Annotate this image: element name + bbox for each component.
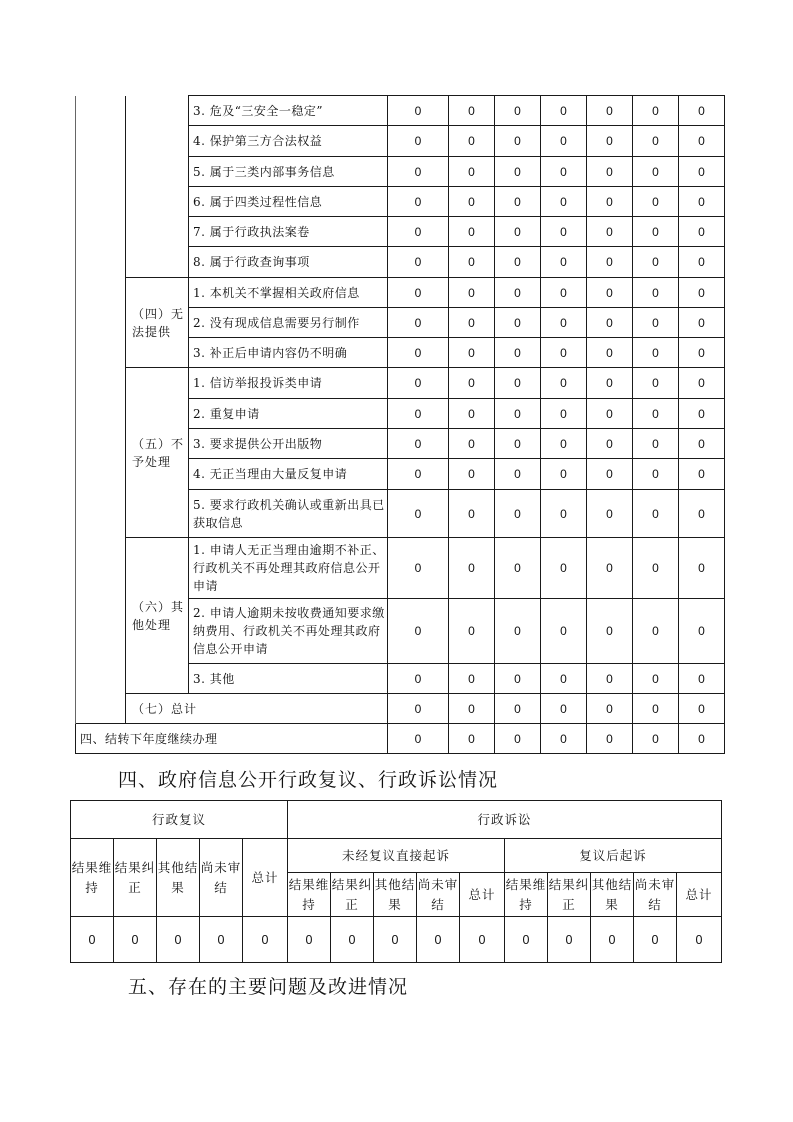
count-cell: 0 [495,429,541,459]
count-cell: 0 [495,126,541,157]
after-review-value: 0 [548,917,591,963]
review-value: 0 [200,917,243,963]
count-cell: 0 [449,490,495,538]
count-cell: 0 [495,664,541,694]
count-cell: 0 [495,96,541,126]
count-cell: 0 [679,599,725,664]
count-cell: 0 [633,459,679,490]
count-cell: 0 [679,429,725,459]
count-cell: 0 [449,399,495,429]
count-cell: 0 [541,724,587,754]
count-cell: 0 [388,490,449,538]
count-cell: 0 [587,599,633,664]
count-cell: 0 [388,126,449,157]
count-cell: 0 [388,157,449,187]
after-col-other: 其他结果 [591,873,634,917]
direct-value: 0 [417,917,460,963]
count-cell: 0 [633,694,679,724]
count-cell: 0 [541,599,587,664]
direct-col-other: 其他结果 [374,873,417,917]
count-cell: 0 [495,724,541,754]
count-cell: 0 [679,157,725,187]
table-row [76,278,725,308]
count-cell: 0 [633,157,679,187]
count-cell: 0 [633,664,679,694]
count-cell: 0 [587,459,633,490]
count-cell: 0 [388,338,449,368]
count-cell: 0 [633,399,679,429]
total-label: （七）总计 [126,694,388,724]
count-cell: 0 [495,459,541,490]
count-cell: 0 [495,338,541,368]
count-cell: 0 [449,308,495,338]
count-cell: 0 [679,664,725,694]
row-label: 3. 补正后申请内容仍不明确 [189,338,388,368]
count-cell: 0 [449,599,495,664]
review-value: 0 [157,917,200,963]
review-col-maintain: 结果维持 [71,839,114,917]
direct-suit-header: 未经复议直接起诉 [288,839,505,873]
row-label: 7. 属于行政执法案卷 [189,217,388,247]
table-row [76,724,725,754]
count-cell: 0 [679,126,725,157]
count-cell: 0 [679,308,725,338]
count-cell: 0 [541,490,587,538]
after-review-value: 0 [634,917,677,963]
count-cell: 0 [541,96,587,126]
count-cell: 0 [587,368,633,399]
count-cell: 0 [633,96,679,126]
count-cell: 0 [495,399,541,429]
count-cell: 0 [541,247,587,278]
count-cell: 0 [679,399,725,429]
count-cell: 0 [449,187,495,217]
after-col-total: 总计 [677,873,722,917]
count-cell: 0 [587,187,633,217]
count-cell: 0 [495,368,541,399]
table-row [76,694,725,724]
review-value: 0 [71,917,114,963]
count-cell: 0 [449,724,495,754]
count-cell: 0 [679,187,725,217]
count-cell: 0 [541,538,587,599]
group-label-continued [126,96,189,278]
count-cell: 0 [449,338,495,368]
count-cell: 0 [587,96,633,126]
outer-category-cell [76,96,126,724]
review-value: 0 [114,917,157,963]
count-cell: 0 [495,217,541,247]
after-review-value: 0 [505,917,548,963]
row-label: 2. 申请人逾期未按收费通知要求缴纳费用、行政机关不再处理其政府信息公开申请 [189,599,388,664]
after-review-suit-header: 复议后起诉 [505,839,722,873]
group-label: （四）无法提供 [126,278,189,368]
count-cell: 0 [541,187,587,217]
count-cell: 0 [633,247,679,278]
table-row [76,96,725,126]
count-cell: 0 [679,217,725,247]
count-cell: 0 [679,724,725,754]
count-cell: 0 [495,599,541,664]
count-cell: 0 [495,157,541,187]
count-cell: 0 [495,187,541,217]
count-cell: 0 [388,308,449,338]
count-cell: 0 [587,247,633,278]
row-label: 2. 没有现成信息需要另行制作 [189,308,388,338]
count-cell: 0 [388,724,449,754]
count-cell: 0 [388,96,449,126]
after-col-corrected: 结果纠正 [548,873,591,917]
count-cell: 0 [388,217,449,247]
count-cell: 0 [541,429,587,459]
count-cell: 0 [388,368,449,399]
count-cell: 0 [541,694,587,724]
count-cell: 0 [449,278,495,308]
count-cell: 0 [449,694,495,724]
count-cell: 0 [541,217,587,247]
count-cell: 0 [633,429,679,459]
review-col-corrected: 结果纠正 [114,839,157,917]
count-cell: 0 [495,247,541,278]
row-label: 3. 要求提供公开出版物 [189,429,388,459]
table-row [76,538,725,599]
review-col-total: 总计 [243,839,288,917]
count-cell: 0 [633,338,679,368]
count-cell: 0 [449,247,495,278]
count-cell: 0 [388,459,449,490]
count-cell: 0 [495,308,541,338]
count-cell: 0 [449,96,495,126]
count-cell: 0 [541,278,587,308]
count-cell: 0 [495,694,541,724]
row-label: 3. 其他 [189,664,388,694]
count-cell: 0 [633,538,679,599]
count-cell: 0 [541,308,587,338]
count-cell: 0 [541,459,587,490]
row-label: 5. 要求行政机关确认或重新出具已获取信息 [189,490,388,538]
count-cell: 0 [679,368,725,399]
count-cell: 0 [587,338,633,368]
after-review-value: 0 [591,917,634,963]
count-cell: 0 [388,187,449,217]
direct-col-maintain: 结果维持 [288,873,331,917]
direct-value: 0 [288,917,331,963]
review-col-pending: 尚未审结 [200,839,243,917]
count-cell: 0 [449,429,495,459]
count-cell: 0 [449,538,495,599]
count-cell: 0 [449,217,495,247]
count-cell: 0 [449,459,495,490]
count-cell: 0 [388,538,449,599]
application-handling-table [75,95,725,754]
count-cell: 0 [679,694,725,724]
count-cell: 0 [587,217,633,247]
count-cell: 0 [633,724,679,754]
count-cell: 0 [587,308,633,338]
count-cell: 0 [587,664,633,694]
count-cell: 0 [388,429,449,459]
row-label: 4. 保护第三方合法权益 [189,126,388,157]
direct-value: 0 [374,917,417,963]
after-col-pending: 尚未审结 [634,873,677,917]
count-cell: 0 [587,399,633,429]
count-cell: 0 [449,157,495,187]
count-cell: 0 [541,368,587,399]
count-cell: 0 [679,247,725,278]
count-cell: 0 [633,187,679,217]
direct-value: 0 [331,917,374,963]
group-label: （五）不予处理 [126,368,189,538]
count-cell: 0 [541,664,587,694]
count-cell: 0 [633,490,679,538]
direct-col-corrected: 结果纠正 [331,873,374,917]
section-4-heading: 四、政府信息公开行政复议、行政诉讼情况 [118,769,499,791]
direct-value: 0 [460,917,505,963]
count-cell: 0 [633,217,679,247]
review-litigation-table [70,800,722,963]
count-cell: 0 [541,399,587,429]
direct-col-pending: 尚未审结 [417,873,460,917]
count-cell: 0 [587,126,633,157]
count-cell: 0 [679,96,725,126]
table-row [71,917,722,963]
row-label: 1. 申请人无正当理由逾期不补正、行政机关不再处理其政府信息公开申请 [189,538,388,599]
count-cell: 0 [633,368,679,399]
count-cell: 0 [679,459,725,490]
table-row [76,368,725,399]
count-cell: 0 [388,664,449,694]
admin-litigation-header: 行政诉讼 [288,801,722,839]
count-cell: 0 [449,664,495,694]
count-cell: 0 [388,399,449,429]
row-label: 4. 无正当理由大量反复申请 [189,459,388,490]
row-label: 3. 危及“三安全一稳定” [189,96,388,126]
count-cell: 0 [587,278,633,308]
direct-col-total: 总计 [460,873,505,917]
review-value: 0 [243,917,288,963]
row-label: 5. 属于三类内部事务信息 [189,157,388,187]
count-cell: 0 [388,599,449,664]
row-label: 1. 本机关不掌握相关政府信息 [189,278,388,308]
after-review-value: 0 [677,917,722,963]
count-cell: 0 [587,157,633,187]
count-cell: 0 [679,278,725,308]
count-cell: 0 [541,338,587,368]
count-cell: 0 [495,490,541,538]
row-label: 8. 属于行政查询事项 [189,247,388,278]
review-col-other: 其他结果 [157,839,200,917]
admin-review-header: 行政复议 [71,801,288,839]
count-cell: 0 [449,368,495,399]
after-col-maintain: 结果维持 [505,873,548,917]
count-cell: 0 [541,157,587,187]
group-label: （六）其他处理 [126,538,189,694]
count-cell: 0 [388,278,449,308]
count-cell: 0 [679,538,725,599]
count-cell: 0 [495,538,541,599]
section-5-heading: 五、存在的主要问题及改进情况 [128,976,409,998]
count-cell: 0 [587,490,633,538]
count-cell: 0 [633,599,679,664]
count-cell: 0 [633,308,679,338]
count-cell: 0 [541,126,587,157]
count-cell: 0 [587,538,633,599]
count-cell: 0 [495,278,541,308]
count-cell: 0 [633,278,679,308]
count-cell: 0 [679,338,725,368]
count-cell: 0 [633,126,679,157]
row-label: 6. 属于四类过程性信息 [189,187,388,217]
count-cell: 0 [388,694,449,724]
carry-over-label: 四、结转下年度继续办理 [76,724,388,754]
count-cell: 0 [679,490,725,538]
row-label: 1. 信访举报投诉类申请 [189,368,388,399]
count-cell: 0 [587,724,633,754]
count-cell: 0 [587,429,633,459]
count-cell: 0 [449,126,495,157]
count-cell: 0 [587,694,633,724]
row-label: 2. 重复申请 [189,399,388,429]
count-cell: 0 [388,247,449,278]
